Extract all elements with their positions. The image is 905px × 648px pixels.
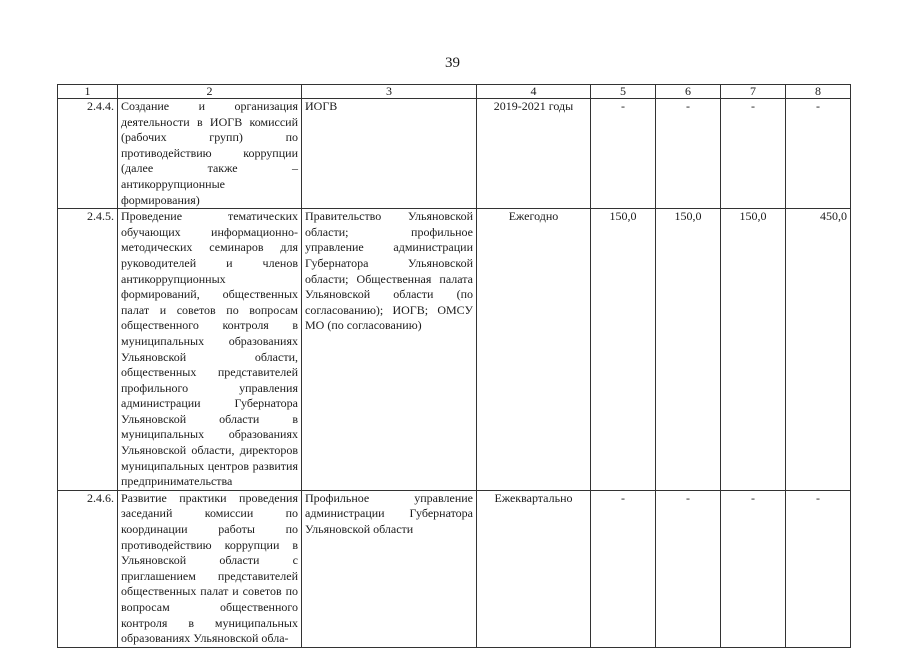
value-col-6: - xyxy=(656,490,721,647)
executor-text: Профильное управление администрации Губернатора Ульяновской области xyxy=(302,490,477,647)
item-number: 2.4.4. xyxy=(58,99,118,209)
value-col-7: - xyxy=(721,490,786,647)
value-col-8: - xyxy=(786,490,851,647)
term-text: 2019-2021 годы xyxy=(477,99,591,209)
item-number: 2.4.5. xyxy=(58,209,118,491)
plan-table xyxy=(57,84,851,648)
col-header-1: 1 xyxy=(58,85,118,99)
table-row xyxy=(58,490,851,647)
value-col-8: 450,0 xyxy=(786,209,851,491)
value-col-8: - xyxy=(786,99,851,209)
term-text: Ежегодно xyxy=(477,209,591,491)
value-col-5: - xyxy=(591,99,656,209)
value-col-7: 150,0 xyxy=(721,209,786,491)
table-row xyxy=(58,209,851,491)
col-header-7: 7 xyxy=(721,85,786,99)
table-row xyxy=(58,99,851,209)
value-col-7: - xyxy=(721,99,786,209)
col-header-8: 8 xyxy=(786,85,851,99)
col-header-6: 6 xyxy=(656,85,721,99)
value-col-6: 150,0 xyxy=(656,209,721,491)
page-number: 39 xyxy=(445,55,460,71)
col-header-3: 3 xyxy=(302,85,477,99)
term-text: Ежеквартально xyxy=(477,490,591,647)
header-row xyxy=(58,85,851,99)
activity-text: Проведение тематических обучающих информационно-методических семинаров для руководителей и членов антикоррупционных формирований, общественных палат и советов по вопросам общественного контроля в муниципальных образованиях Ульяновской области, общественных представителей профильного управления администрации Губернатора Ульяновской области в муниципальных образованиях Ульяновской области, директоров муниципальных центров развития предпринимательства xyxy=(118,209,302,491)
item-number: 2.4.6. xyxy=(58,490,118,647)
activity-text: Развитие практики проведения заседаний комиссии по координации работы по противодействию коррупции в Ульяновской области с приглашением представителей общественных палат и советов по вопросам общественного контроля в муниципальных образованиях Ульяновской обла- xyxy=(118,490,302,647)
executor-text: ИОГВ xyxy=(302,99,477,209)
value-col-6: - xyxy=(656,99,721,209)
col-header-4: 4 xyxy=(477,85,591,99)
col-header-5: 5 xyxy=(591,85,656,99)
activity-text: Создание и организация деятельности в ИОГВ комиссий (рабочих групп) по противодействию коррупции (далее также – антикоррупционные формирования) xyxy=(118,99,302,209)
executor-text: Правительство Ульяновской области; профильное управление администрации Губернатора Ульяновской области; Общественная палата Ульяновской области (по согласованию); ИОГВ; ОМСУ МО (по согласованию) xyxy=(302,209,477,491)
value-col-5: 150,0 xyxy=(591,209,656,491)
value-col-5: - xyxy=(591,490,656,647)
col-header-2: 2 xyxy=(118,85,302,99)
